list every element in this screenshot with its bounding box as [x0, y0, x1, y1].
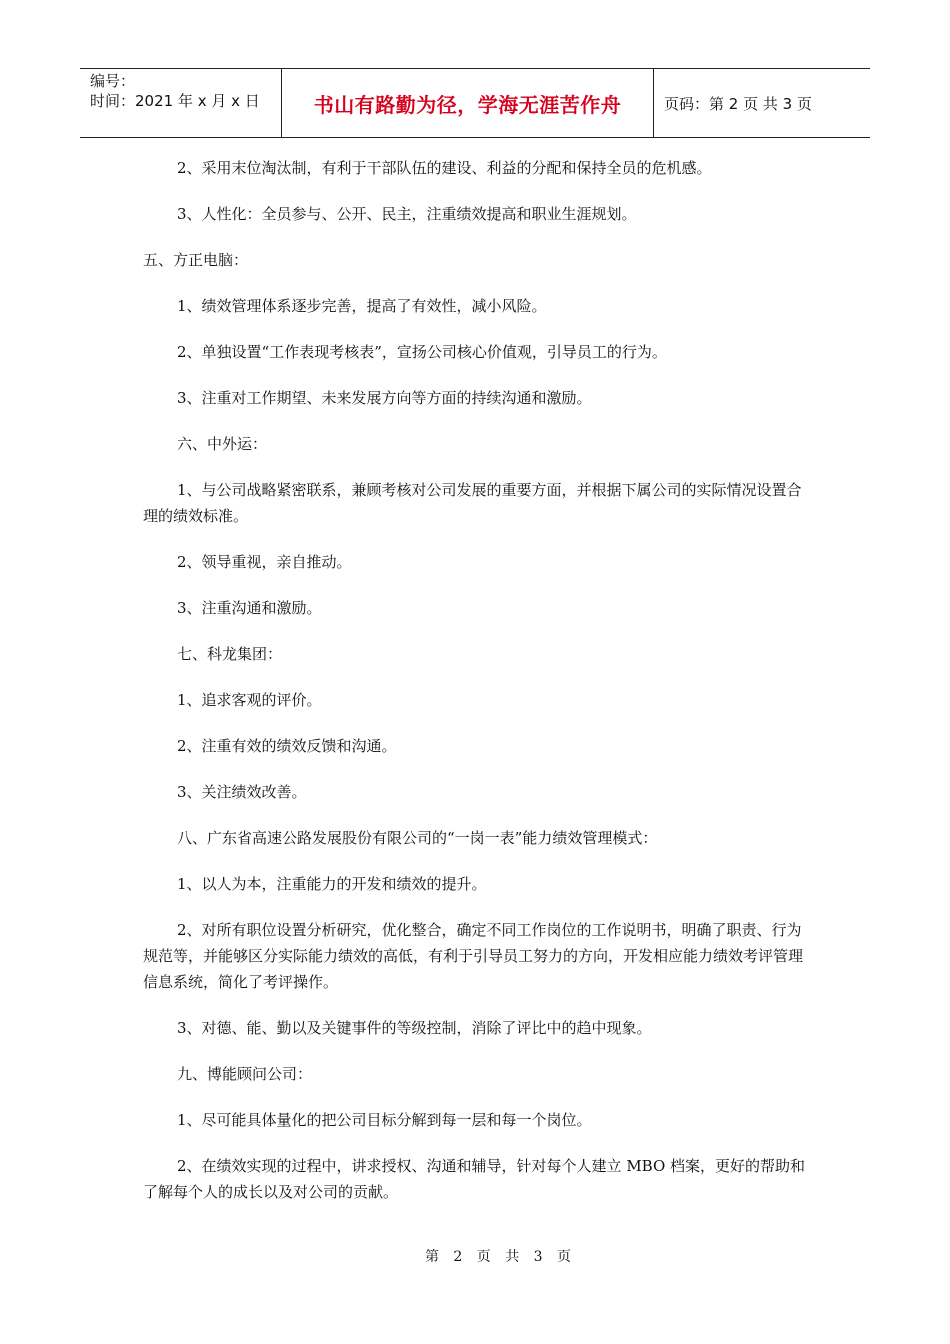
- paragraph: 1、以人为本，注重能力的开发和绩效的提升。: [177, 875, 487, 893]
- paragraph: 3、注重对工作期望、未来发展方向等方面的持续沟通和激励。: [177, 389, 592, 407]
- page-footer: 第 2 页 共 3 页: [424, 1249, 574, 1265]
- paragraph: 1、追求客观的评价。: [177, 691, 322, 709]
- paragraph: 3、人性化：全员参与、公开、民主，注重绩效提高和职业生涯规划。: [177, 205, 637, 223]
- document-body: [143, 155, 813, 1225]
- paragraph: 2、注重有效的绩效反馈和沟通。: [177, 737, 397, 755]
- paragraph: 2、单独设置“工作表现考核表”，宣扬公司核心价值观，引导员工的行为。: [177, 343, 667, 361]
- section-heading: 八、广东省高速公路发展股份有限公司的“一岗一表”能力绩效管理模式：: [177, 829, 658, 847]
- paragraph: 2、领导重视，亲自推动。: [177, 553, 352, 571]
- document-time: 时间：2021 年 x 月 x 日: [90, 92, 260, 110]
- paragraph: 3、注重沟通和激励。: [177, 599, 322, 617]
- header-meta: [80, 69, 282, 137]
- section-heading: 七、科龙集团：: [177, 645, 283, 663]
- paragraph: 1、尽可能具体量化的把公司目标分解到每一层和每一个岗位。: [177, 1111, 592, 1129]
- paragraph: 1、与公司战略紧密联系，兼顾考核对公司发展的重要方面，并根据下属公司的实际情况设置合理的绩效标准。: [143, 481, 802, 525]
- paragraph: 2、采用末位淘汰制，有利于干部队伍的建设、利益的分配和保持全员的危机感。: [177, 159, 712, 177]
- section-heading: 五、方正电脑：: [143, 251, 249, 269]
- document-number: 编号：: [90, 72, 136, 90]
- paragraph: 3、对德、能、勤以及关键事件的等级控制，消除了评比中的趋中现象。: [177, 1019, 652, 1037]
- header-page-info: 页码：第 2 页 共 3 页: [664, 94, 812, 113]
- paragraph: 3、关注绩效改善。: [177, 783, 307, 801]
- section-heading: 六、中外运：: [177, 435, 268, 453]
- page-header: [80, 68, 870, 138]
- paragraph: 2、在绩效实现的过程中，讲求授权、沟通和辅导，针对每个人建立 MBO 档案，更好的帮助和了解每个人的成长以及对公司的贡献。: [143, 1157, 806, 1201]
- section-heading: 九、博能顾问公司：: [177, 1065, 313, 1083]
- header-motto: 书山有路勤为径，学海无涯苦作舟: [313, 92, 622, 117]
- header-motto-cell: [282, 69, 654, 137]
- paragraph: 1、绩效管理体系逐步完善，提高了有效性，减小风险。: [177, 297, 547, 315]
- paragraph: 2、对所有职位设置分析研究，优化整合，确定不同工作岗位的工作说明书，明确了职责、行为规范等，并能够区分实际能力绩效的高低，有利于引导员工努力的方向，开发相应能力绩效考评管理信息系统，简化了考评操作。: [143, 921, 804, 991]
